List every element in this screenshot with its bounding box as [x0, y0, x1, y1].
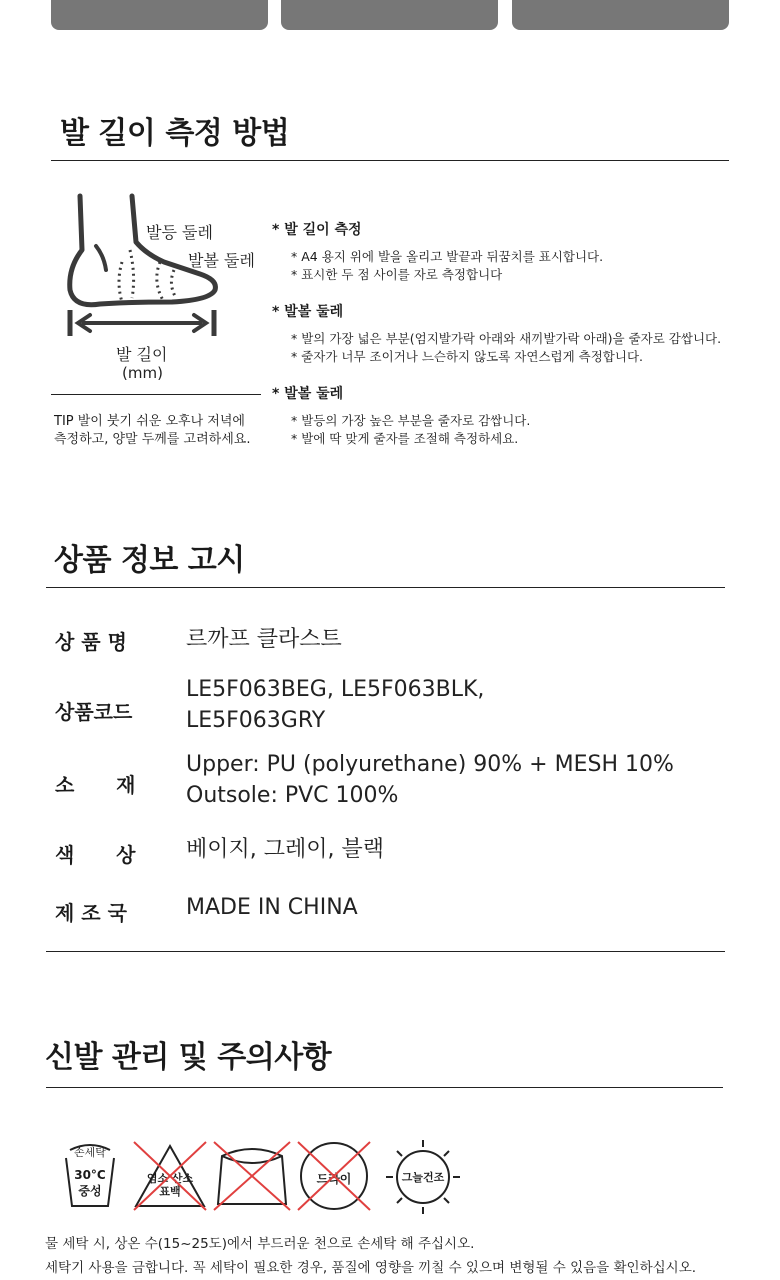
- care-line-1: 물 세탁 시, 상온 수(15~25도)에서 부드러운 천으로 손세탁 해 주십시오.: [45, 1236, 475, 1252]
- ball-label: 발볼 둘레: [188, 251, 255, 270]
- handwash-icon: 손세탁 30°C 중성: [60, 1140, 120, 1212]
- label-material: 소 재: [55, 773, 136, 797]
- note-line: * 발에 딱 맞게 줄자를 조절해 측정하세요.: [291, 431, 519, 446]
- measure-divider: [51, 160, 729, 161]
- note-line: * 줄자가 너무 조이거나 느슨하지 않도록 자연스럽게 측정합니다.: [291, 349, 643, 364]
- unit-label: (mm): [122, 364, 163, 382]
- note-line: * A4 용지 위에 발을 올리고 발끝과 뒤꿈치를 표시합니다.: [291, 249, 604, 264]
- note-line: * 표시한 두 점 사이를 자로 측정합니다: [291, 267, 503, 282]
- product-info-bottom-rule: [46, 951, 725, 952]
- note-heading-instep: * 발볼 둘레: [272, 386, 344, 402]
- label-product-name: 상 품 명: [55, 630, 127, 654]
- size-chip-280: [281, 0, 498, 30]
- tip-line-2: 측정하고, 양말 두께를 고려하세요.: [54, 432, 251, 447]
- label-color: 색 상: [55, 843, 136, 867]
- size-chip-270: [51, 0, 268, 30]
- care-title: 신발 관리 및 주의사항: [45, 1040, 332, 1075]
- no-tumble-icon: [212, 1140, 292, 1212]
- label-origin: 제 조 국: [55, 901, 127, 925]
- care-divider: [46, 1087, 723, 1088]
- value-origin: MADE IN CHINA: [186, 895, 358, 920]
- care-line-2: 세탁기 사용을 금합니다. 꼭 세탁이 필요한 경우, 품질에 영향을 끼칠 수 있으며 변형될 수 있음을 확인하십시오.: [45, 1260, 697, 1276]
- tip-line-1: TIP 발이 붓기 쉬운 오후나 저녁에: [54, 414, 245, 429]
- product-info-top-rule: [46, 587, 725, 588]
- size-chip-290: [512, 0, 729, 30]
- value-color: 베이지, 그레이, 블랙: [186, 837, 384, 862]
- note-line: * 발의 가장 넓은 부분(엄지발가락 아래와 새끼발가락 아래)을 줄자로 감쌉니다.: [291, 331, 722, 346]
- product-info-title: 상품 정보 고시: [54, 543, 245, 578]
- note-heading-length: * 발 길이 측정: [272, 222, 362, 238]
- tip-divider: [51, 394, 261, 395]
- measure-title: 발 길이 측정 방법: [60, 116, 290, 151]
- instep-label: 발등 둘레: [146, 223, 213, 242]
- shade-dry-icon: 그늘건조: [384, 1138, 462, 1216]
- value-product-code: LE5F063BEG, LE5F063BLK, LE5F063GRY: [186, 677, 485, 733]
- no-bleach-icon: 염소 산소 표백: [132, 1140, 208, 1212]
- value-product-name: 르까프 클라스트: [186, 627, 342, 652]
- note-heading-ball: * 발볼 둘레: [272, 304, 344, 320]
- length-label: 발 길이: [116, 345, 168, 364]
- note-line: * 발등의 가장 높은 부분을 줄자로 감쌉니다.: [291, 413, 531, 428]
- label-product-code: 상품코드: [55, 700, 133, 724]
- no-dryclean-icon: 드라이: [296, 1140, 372, 1212]
- value-material: Upper: PU (polyurethane) 90% + MESH 10% Outsole: PVC 100%: [186, 752, 674, 808]
